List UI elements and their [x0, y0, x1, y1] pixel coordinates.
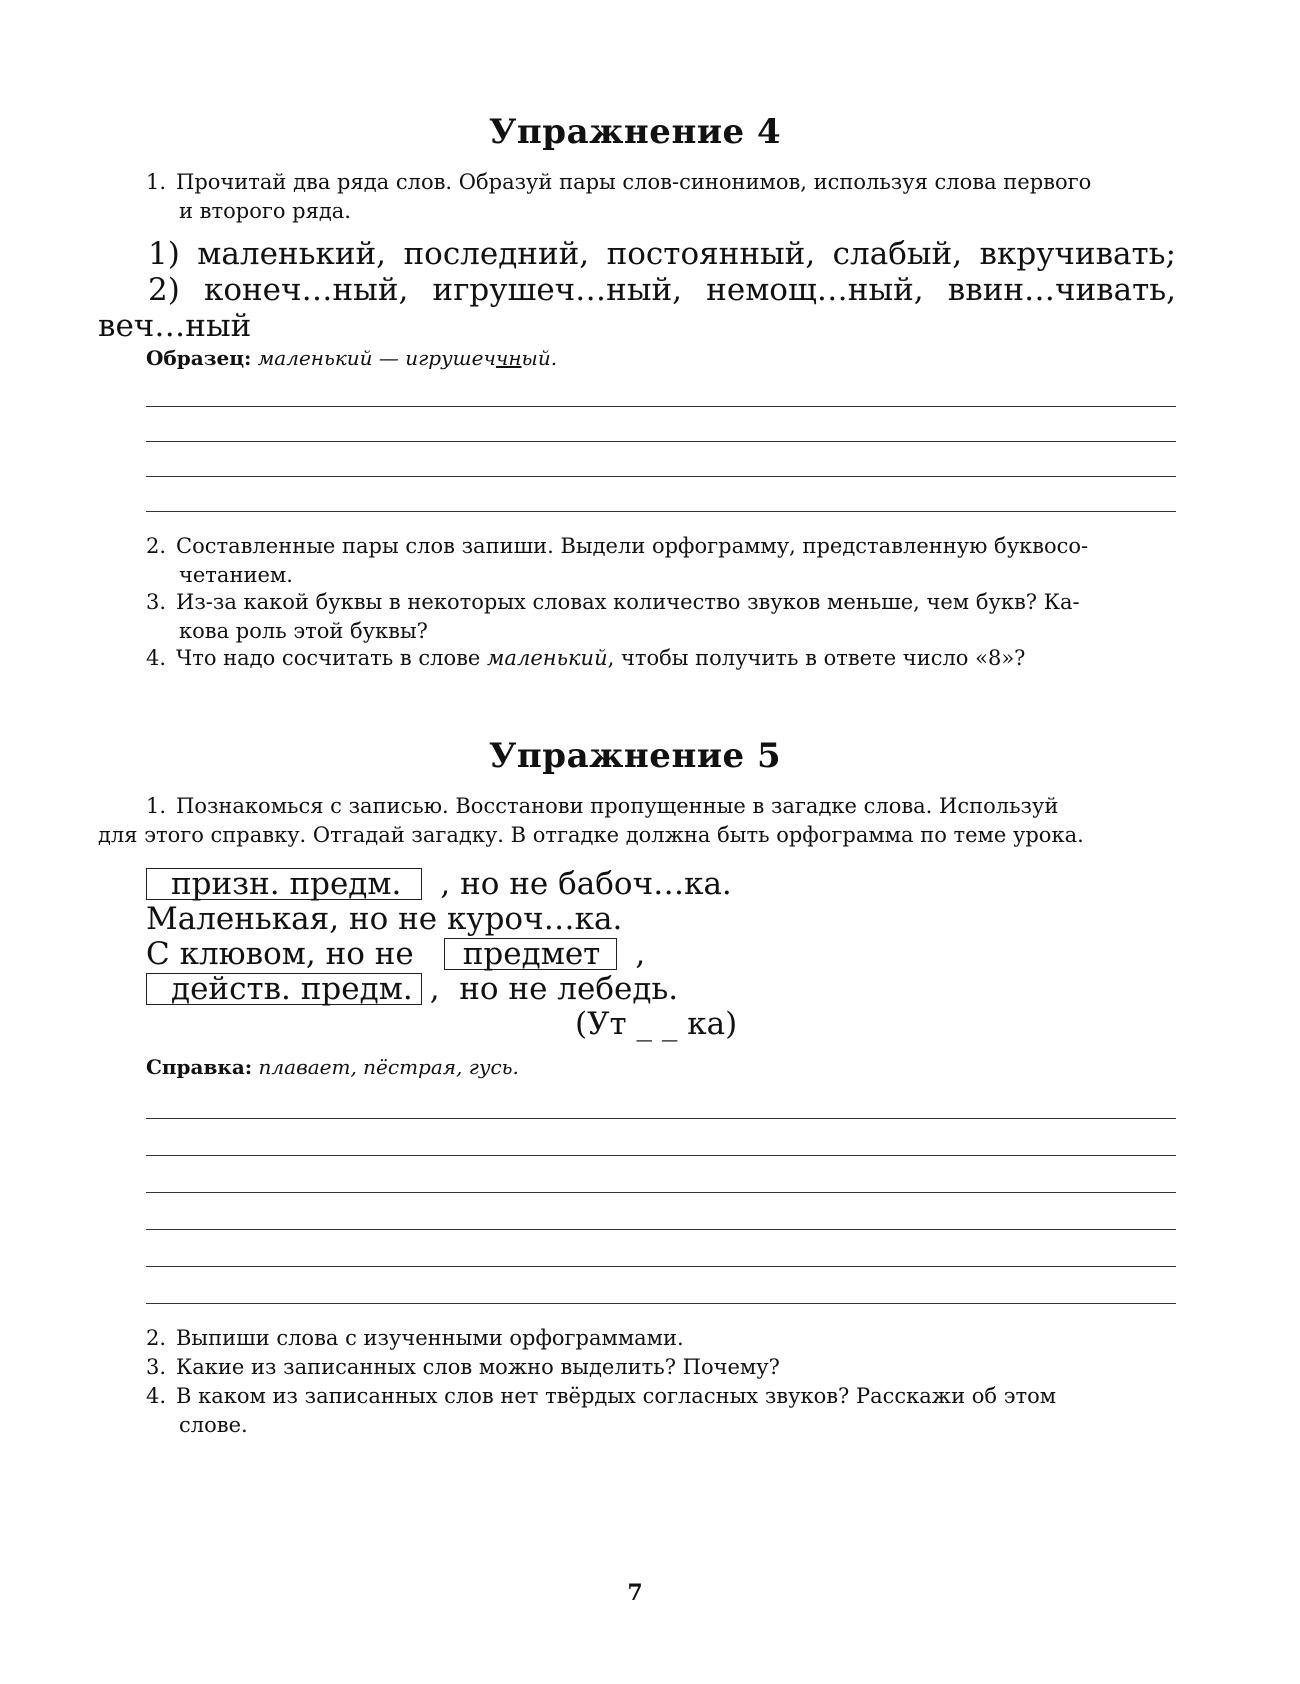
riddle-line-4: действ. предм. , но не лебедь. — [146, 972, 678, 1006]
page-number: 7 — [627, 1580, 643, 1606]
word-row-2: 2) конеч…ный, игрушеч…ный, немощ…ный, ввин…чивать, — [148, 272, 1176, 308]
hint-text: плавает, пёстрая, гусь. — [258, 1055, 519, 1079]
task-text-cont: четанием. — [179, 563, 293, 587]
sample-label: Образец: — [146, 346, 252, 370]
answer-line[interactable] — [146, 1118, 1176, 1119]
ex5-task-3 — [146, 1353, 1176, 1382]
ex4-task-2 — [146, 532, 1176, 590]
ex5-task-1 — [146, 792, 1176, 821]
task-text-cont: и второго ряда. — [179, 199, 351, 223]
task-word: маленький — [487, 646, 608, 670]
ex5-task-1-cont: для этого справку. Отгадай загадку. В отгадке должна быть орфограмма по теме урока. — [98, 823, 1084, 847]
riddle-line-3: С клювом, но не предмет , — [146, 936, 646, 972]
ex4-task-3 — [146, 588, 1176, 646]
answer-line[interactable] — [146, 1192, 1176, 1193]
task-number: 3. — [146, 590, 167, 614]
task-number: 1. — [146, 170, 167, 194]
answer-line[interactable] — [146, 406, 1176, 407]
task-text: Из-за какой буквы в некоторых словах количество звуков меньше, чем букв? Ка- — [176, 590, 1080, 614]
riddle-answer: (Ут _ _ ка) — [575, 1006, 738, 1042]
ex4-word-rows — [98, 236, 1176, 344]
ex5-task-2 — [146, 1324, 1176, 1353]
exercise-4-title: Упражнение 4 — [488, 112, 782, 152]
ex5-hint — [146, 1055, 519, 1079]
riddle-box[interactable]: призн. предм. — [146, 868, 422, 900]
task-text: Познакомься с записью. Восстанови пропущенные в загадке слова. Используй — [176, 794, 1059, 818]
answer-line[interactable] — [146, 441, 1176, 442]
task-text: Выпиши слова с изученными орфограммами. — [176, 1326, 684, 1350]
task-text-cont: кова роль этой буквы? — [179, 619, 428, 643]
answer-line[interactable] — [146, 511, 1176, 512]
riddle-line-2: Маленькая, но не куроч…ка. — [146, 901, 623, 937]
task-number: 3. — [146, 1355, 167, 1379]
ex4-sample — [146, 346, 557, 370]
task-number: 4. — [146, 1384, 167, 1408]
exercise-5-title: Упражнение 5 — [488, 736, 782, 776]
riddle-box[interactable]: предмет — [444, 938, 618, 970]
task-number: 4. — [146, 646, 167, 670]
task-number: 2. — [146, 1326, 167, 1350]
ex4-task-1 — [146, 168, 1176, 226]
sample-text: маленький — игрушеччный. — [257, 346, 558, 370]
task-text: Составленные пары слов запиши. Выдели орфограмму, представленную буквосо- — [176, 534, 1089, 558]
task-number: 1. — [146, 794, 167, 818]
answer-line[interactable] — [146, 1155, 1176, 1156]
word-row-2-cont: веч…ный — [98, 308, 252, 344]
ex5-task-4 — [146, 1382, 1176, 1440]
sample-underlined: чн — [495, 346, 522, 370]
riddle-box[interactable]: действ. предм. — [146, 973, 422, 1005]
answer-line[interactable] — [146, 1303, 1176, 1304]
word-row-1: 1) маленький, последний, постоянный, слабый, вкручивать; — [148, 236, 1176, 272]
answer-line[interactable] — [146, 476, 1176, 477]
task-number: 2. — [146, 534, 167, 558]
task-text-cont: слове. — [179, 1413, 248, 1437]
answer-line[interactable] — [146, 1229, 1176, 1230]
task-text: В каком из записанных слов нет твёрдых согласных звуков? Расскажи об этом — [176, 1384, 1057, 1408]
task-text: Прочитай два ряда слов. Образуй пары слов-синонимов, используя слова первого — [176, 170, 1092, 194]
answer-line[interactable] — [146, 1266, 1176, 1267]
riddle-line-1: призн. предм. , но не бабоч…ка. — [146, 867, 732, 901]
task-text: Какие из записанных слов можно выделить? Почему? — [176, 1355, 780, 1379]
ex4-task-4: 4. Что надо сосчитать в слове маленький, чтобы получить в ответе число «8»? — [146, 644, 1176, 673]
hint-label: Справка: — [146, 1055, 253, 1079]
